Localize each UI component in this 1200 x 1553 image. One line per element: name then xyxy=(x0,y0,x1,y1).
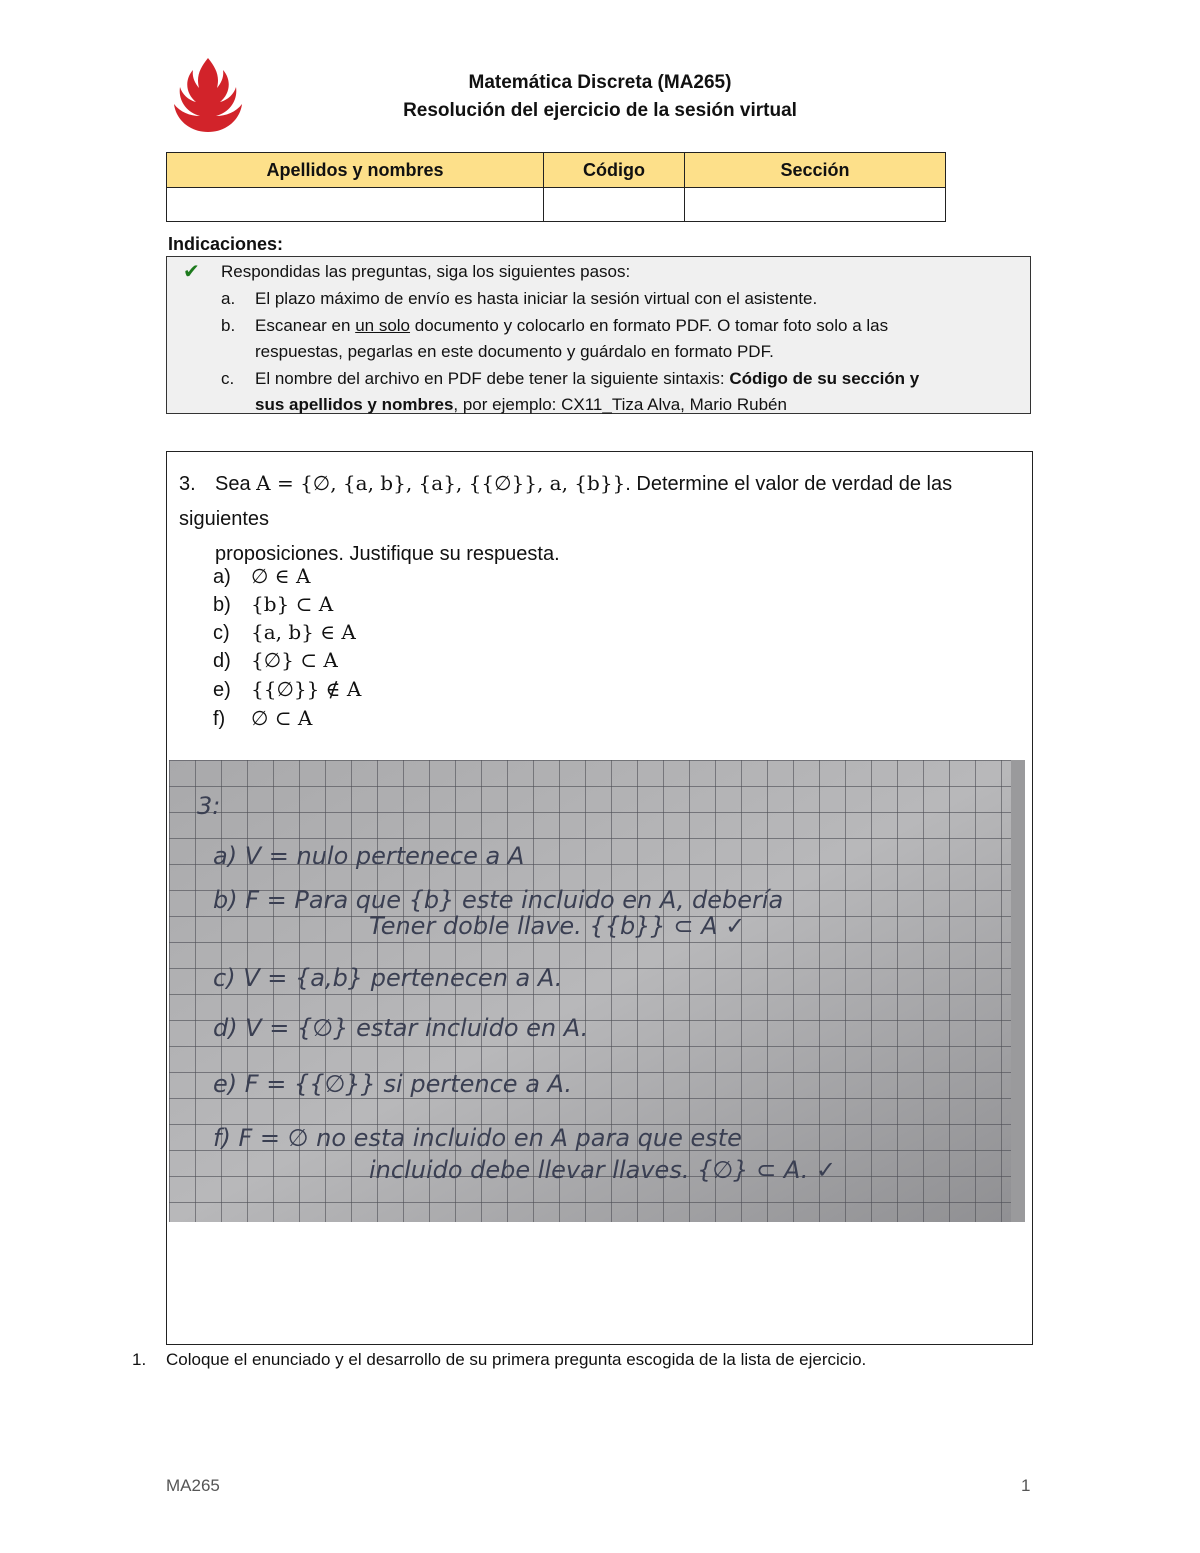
answer-line-d: d) V = {∅} estar incluido en A. xyxy=(213,1014,589,1042)
header-name: Apellidos y nombres xyxy=(167,153,544,188)
answer-line-b1: b) F = Para que {b} este incluido en A, debería xyxy=(213,886,784,914)
student-info-table xyxy=(166,152,946,222)
footer-course-code: MA265 xyxy=(166,1476,220,1495)
answer-line-e: e) F = {{∅}} si pertence a A. xyxy=(213,1070,573,1098)
header-code: Código xyxy=(544,153,685,188)
proposition-f: f) ∅ ⊂ A xyxy=(213,706,313,730)
indications-intro: Respondidas las preguntas, siga los siguientes pasos: xyxy=(221,262,631,281)
proposition-a: a) ∅ ∈ A xyxy=(213,564,311,588)
code-field[interactable] xyxy=(544,188,685,222)
answer-heading: 3: xyxy=(197,792,221,820)
answer-line-c: c) V = {a,b} pertenecen a A. xyxy=(213,964,563,992)
proposition-b: b) {b} ⊂ A xyxy=(213,592,334,616)
indication-c-line2: sus apellidos y nombres, por ejemplo: CX11_Tiza Alva, Mario Rubén xyxy=(255,395,787,414)
indication-a: El plazo máximo de envío es hasta iniciar la sesión virtual con el asistente. xyxy=(255,289,818,308)
checkmark-icon: ✔ xyxy=(183,261,200,283)
answer-line-a: a) V = nulo pertenece a A xyxy=(213,842,525,870)
item-letter-a: a. xyxy=(221,289,236,308)
indications-label: Indicaciones: xyxy=(168,234,284,254)
university-logo xyxy=(166,54,250,136)
section-field[interactable] xyxy=(685,188,946,222)
header-section: Sección xyxy=(685,153,946,188)
proposition-d: d) {∅} ⊂ A xyxy=(213,648,338,672)
proposition-e: e) {{∅}} ∉ A xyxy=(213,677,362,701)
instruction-text: 1. Coloque el enunciado y el desarrollo de su primera pregunta escogida de la lista de ejercicio. xyxy=(132,1350,867,1369)
indication-c-line1: El nombre del archivo en PDF debe tener la siguiente sintaxis: Código de su sección y xyxy=(255,369,920,388)
page-number: 1 xyxy=(1021,1476,1031,1495)
indications-box xyxy=(166,256,1031,414)
course-title: Matemática Discreta (MA265) xyxy=(468,72,732,93)
handwritten-answer-photo xyxy=(169,760,1025,1222)
indication-b-line1: Escanear en un solo documento y colocarlo en formato PDF. O tomar foto solo a las xyxy=(255,316,889,335)
item-letter-c: c. xyxy=(221,369,235,388)
answer-line-b2: Tener doble llave. {{b}} ⊂ A ✓ xyxy=(369,912,746,940)
answer-line-f1: f) F = ∅ no esta incluido en A para que este xyxy=(213,1124,742,1152)
proposition-c: c) {a, b} ∈ A xyxy=(213,620,356,644)
indication-b-line2: respuestas, pegarlas en este documento y guárdalo en formato PDF. xyxy=(255,342,774,361)
document-subtitle: Resolución del ejercicio de la sesión virtual xyxy=(403,100,797,121)
item-letter-b: b. xyxy=(221,316,236,335)
answer-line-f2: incluido debe llevar llaves. {∅} ⊂ A. ✓ xyxy=(369,1156,837,1184)
name-field[interactable] xyxy=(167,188,544,222)
question-statement: 3. Sea A = {∅, {a, b}, {a}, {{∅}}, a, {b}}. Determine el valor de verdad de las siguientes proposiciones. Justifique su respuesta. xyxy=(179,471,953,565)
set-expression: A = {∅, {a, b}, {a}, {{∅}}, a, {b}} xyxy=(256,471,626,495)
